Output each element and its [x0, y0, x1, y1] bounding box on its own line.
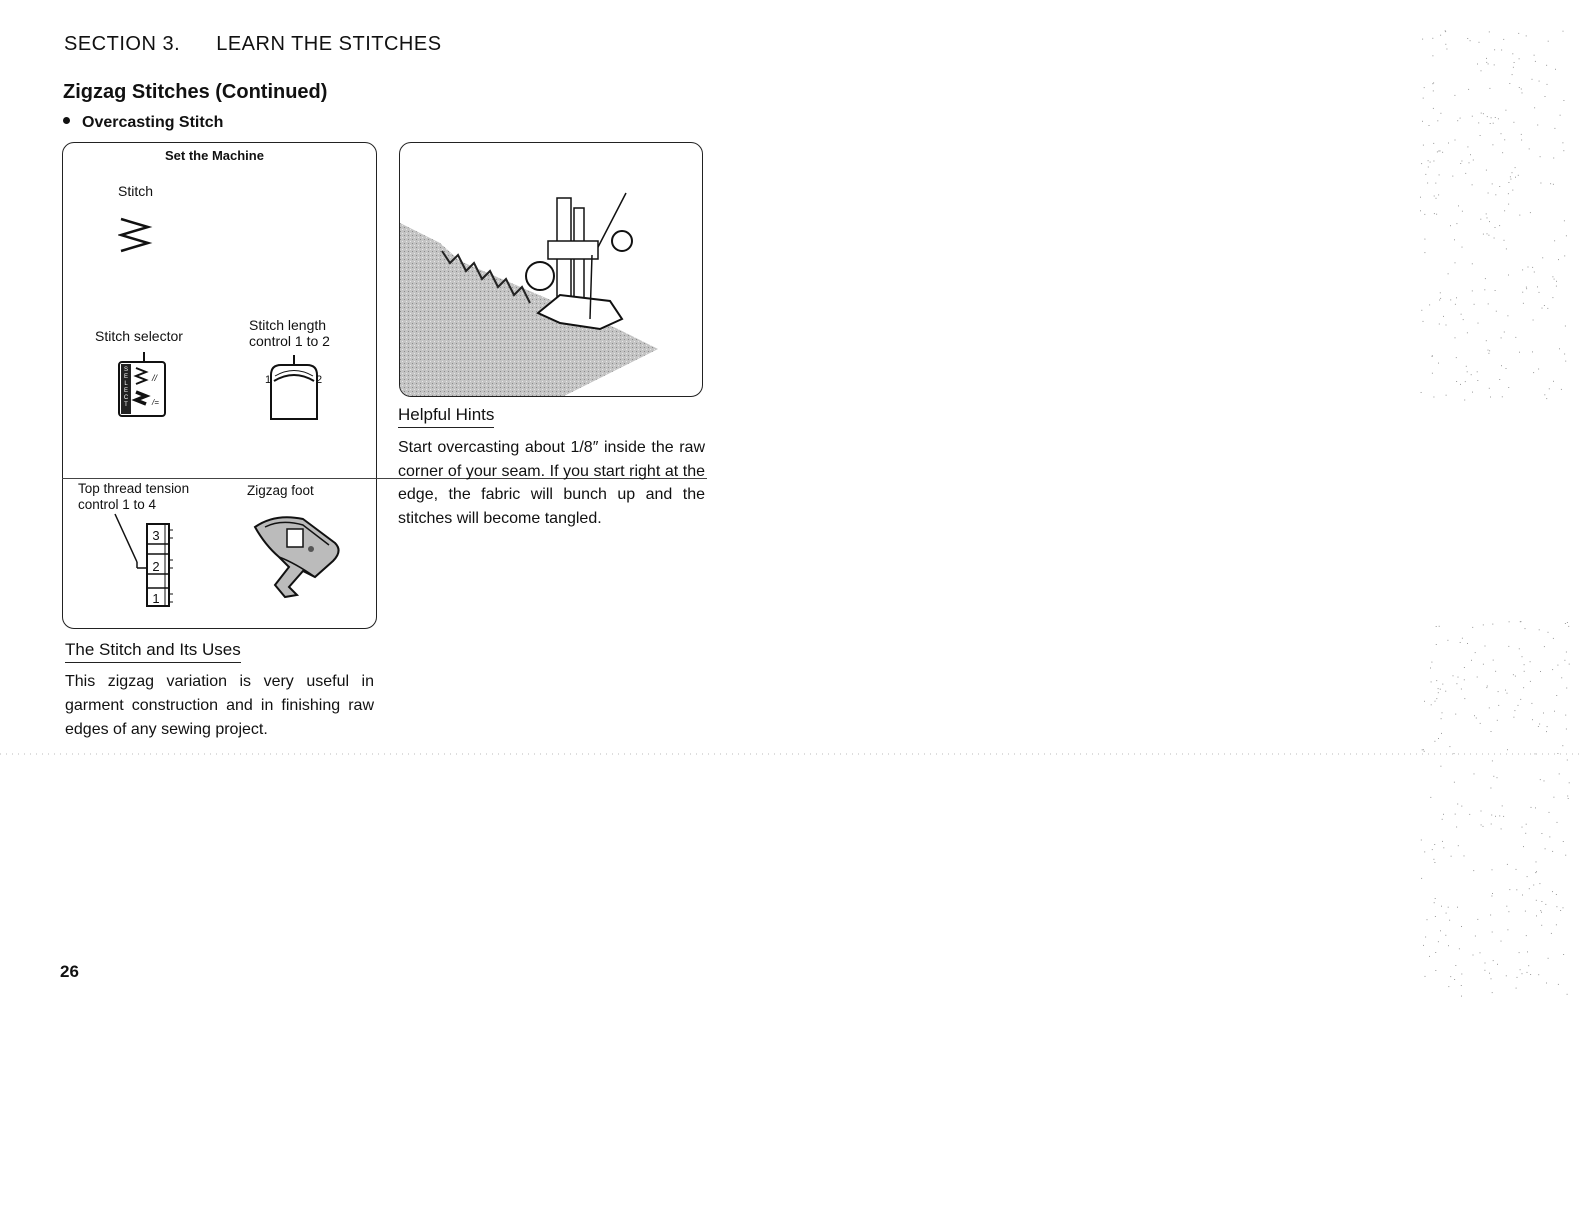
section-number: SECTION 3. [64, 33, 181, 55]
stitch-label: Stitch [118, 183, 154, 199]
scan-speckle-noise [1380, 0, 1584, 1222]
stitch-selector-icon [112, 350, 172, 422]
tension-number-1: 1 [152, 591, 160, 606]
uses-text: This zigzag variation is very useful in garment construction and in finishing raw edges of any sewing project. [65, 673, 374, 738]
stitch-length-label [249, 317, 330, 349]
bullet-icon [63, 117, 70, 124]
section-header [64, 33, 442, 56]
page-number: 26 [60, 962, 79, 981]
zigzag-stitch-icon [118, 215, 154, 257]
stitch-selector-label: Stitch selector [95, 328, 183, 344]
page-subtitle: Zigzag Stitches (Continued) [63, 81, 328, 103]
machine-settings-heading: Set the Machine [165, 148, 264, 163]
tension-number-2: 2 [152, 559, 160, 574]
stitch-length-dial-icon [262, 355, 328, 425]
zigzag-foot-label: Zigzag foot [247, 483, 314, 498]
scan-dotted-rule [0, 753, 1584, 755]
tension-label-line2: control 1 to 4 [78, 497, 157, 512]
stitch-length-label-line2: control 1 to 2 [249, 333, 330, 349]
svg-text:/=: /= [152, 398, 159, 407]
tension-number-3: 3 [152, 528, 160, 543]
tension-label-line1: Top thread tension [78, 481, 190, 496]
sewing-machine-foot-illustration [400, 143, 703, 397]
length-dial-number-1: 1 [265, 374, 272, 386]
bullet-title [63, 114, 223, 132]
uses-heading: The Stitch and Its Uses [65, 640, 241, 663]
svg-text://: // [152, 373, 158, 383]
length-dial-number-2: 2 [316, 374, 323, 386]
overcasting-illustration [399, 142, 703, 397]
hints-heading: Helpful Hints [398, 405, 494, 428]
stitch-length-label-line1: Stitch length [249, 317, 327, 333]
hints-text: Start overcasting about 1/8″ inside the raw corner of your seam. If you start right at the edge, the fabric will bunch up and the stitches will become tangled. [398, 439, 705, 527]
section-title: LEARN THE STITCHES [216, 33, 442, 55]
bullet-title-text: Overcasting Stitch [82, 114, 224, 131]
selector-letters: S E L E C T [123, 367, 129, 408]
tension-label [78, 481, 189, 513]
tension-dial-icon [105, 510, 185, 610]
zigzag-foot-icon [245, 505, 345, 600]
